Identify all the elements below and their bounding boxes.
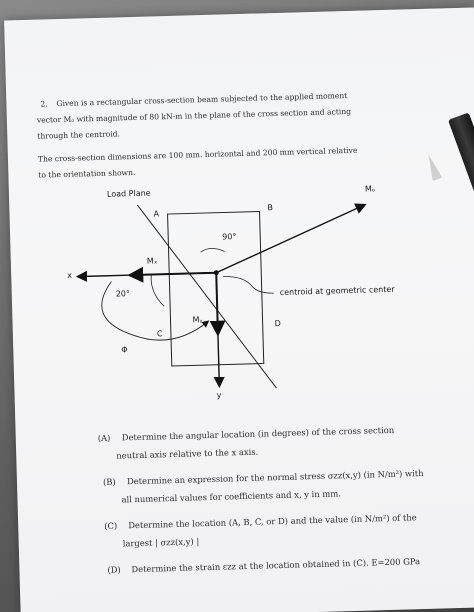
problem-line-2: vector Mₒ with magnitude of 80 kN-m in the plane of the cross section and acting: [36, 106, 352, 125]
question-b-line-2: all numerical values for coefficients and x, y in mm.: [121, 488, 341, 505]
problem-line-3: through the centroid.: [37, 129, 121, 141]
problem-line-5: to the orientation shown.: [38, 167, 136, 180]
mo-label: Mₒ: [364, 184, 376, 194]
my-label: Mᵧ: [192, 315, 203, 325]
centroid-callout-line: [223, 275, 273, 294]
load-plane-label: Load Plane: [106, 188, 151, 199]
question-a-line-2: neutral axis relative to the x axis.: [116, 446, 259, 461]
question-c-line-1: Determine the location (A, B, C, or D) and the value (in N/m²) of the: [128, 512, 417, 531]
corner-d-label: D: [274, 318, 281, 329]
angle-20-label: 20°: [115, 289, 131, 299]
question-d-line-1: Determine the strain εzz at the location obtained in (C). E=200 GPa: [131, 556, 421, 575]
mx-label: Mₓ: [146, 256, 158, 266]
angle-90-arc: [201, 248, 225, 252]
my-arrow: [216, 273, 218, 335]
paper-sheet: [4, 7, 474, 612]
question-c-line-2: largest | σzz(x,y) |: [122, 536, 200, 549]
corner-a-label: A: [153, 209, 160, 219]
y-axis-label: y: [216, 390, 222, 400]
question-b-line-1: Determine an expression for the normal stress σzz(x,y) (in N/m²) with: [126, 468, 424, 487]
mx-arrow: [129, 273, 216, 275]
centroid-dot: [214, 270, 219, 275]
angle-20-arc: [151, 274, 164, 306]
corner-c-label: C: [156, 329, 163, 339]
question-a-tag: (A): [97, 432, 111, 444]
corner-b-label: B: [267, 203, 274, 213]
question-b-tag: (B): [102, 476, 116, 487]
question-a-line-1: Determine the angular location (in degrees) of the cross section: [121, 424, 395, 443]
question-c-tag: (C): [104, 520, 118, 531]
centroid-label: centroid at geometric center: [279, 284, 395, 297]
question-d-tag: (D): [107, 564, 121, 575]
phi-sweep-arc: [101, 279, 209, 342]
mo-vector-arrow: [214, 205, 367, 273]
angle-90-label: 90°: [222, 232, 237, 242]
problem-line-1: Given is a rectangular cross-section beam subjected to the applied moment: [56, 91, 348, 109]
phi-label: Φ: [121, 345, 128, 355]
x-axis-label: x: [67, 270, 73, 280]
problem-line-4: The cross-section dimensions are 100 mm. horizontal and 200 mm vertical relative: [37, 145, 358, 164]
problem-number: 2.: [40, 99, 48, 109]
